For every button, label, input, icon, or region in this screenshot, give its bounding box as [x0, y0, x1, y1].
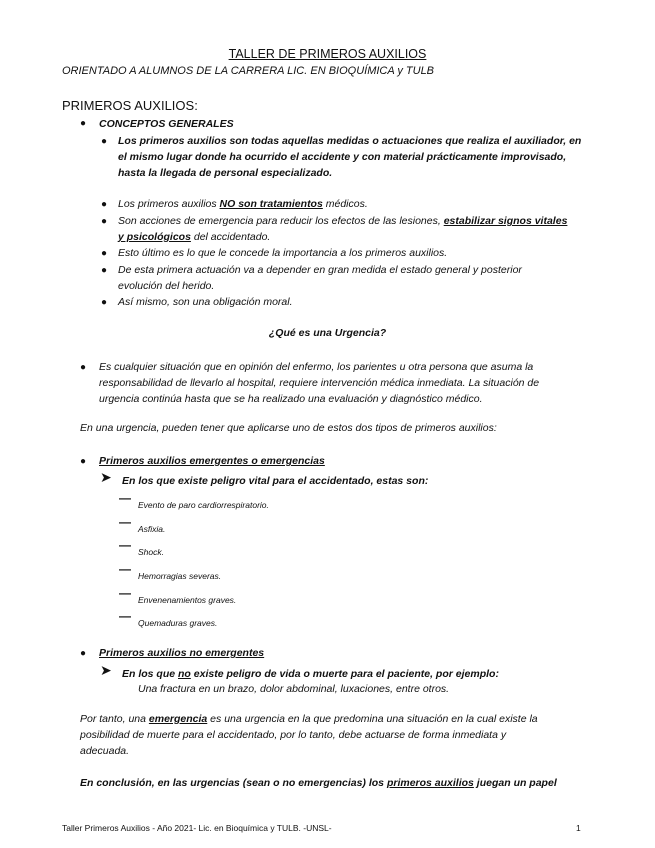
page-number: 1 [576, 823, 581, 833]
emergencia-item: Hemorragias severas. [138, 571, 222, 581]
arrow-icon: ➤ [100, 662, 112, 678]
emergentes-heading: Primeros auxilios emergentes o emergencias [99, 455, 325, 467]
dash-icon: — [119, 538, 131, 552]
dash-icon: — [119, 491, 131, 505]
document-subtitle: ORIENTADO A ALUMNOS DE LA CARRERA LIC. EN BIOQUÍMICA y TULB [62, 65, 435, 77]
bullet-icon: ● [101, 297, 108, 308]
conclusion-paragraph: Por tanto, una emergencia es una urgencia en la que predomina una situación en la cual existe la posibilidad de muerte para el accidentado, por lo tanto, debe actuarse de forma inmediata y adecuada. [80, 713, 538, 757]
concepto-item-3: Esto último es lo que le concede la importancia a los primeros auxilios. [118, 247, 448, 259]
concepto-item-1: Los primeros auxilios NO son tratamientos médicos. [118, 198, 368, 210]
dash-icon: — [119, 515, 131, 529]
concepto-item-2: Son acciones de emergencia para reducir los efectos de las lesiones, estabilizar signos vitales y psicológicos del accidentado. [118, 215, 568, 243]
conceptos-definition: Los primeros auxilios son todas aquellas medidas o actuaciones que realiza el auxiliador, en el mismo lugar donde ha ocurrido el accidente y con material prácticamente improvisado, hasta la llegada de personal especializado. [118, 135, 582, 179]
emergencia-item: Envenenamientos graves. [138, 595, 237, 605]
emergencia-item: Quemaduras graves. [138, 618, 218, 628]
emergencia-item: Shock. [138, 547, 164, 557]
bullet-icon: ● [101, 248, 108, 259]
concepto-item-5: Así mismo, son una obligación moral. [118, 296, 293, 308]
footer-text: Taller Primeros Auxilios - Año 2021- Lic. en Bioquímica y TULB. -UNSL- [62, 823, 332, 833]
urgencia-heading: ¿Qué es una Urgencia? [268, 327, 387, 339]
no-emergentes-sub: En los que no existe peligro de vida o muerte para el paciente, por ejemplo: [122, 668, 499, 680]
final-paragraph: En conclusión, en las urgencias (sean o no emergencias) los primeros auxilios juegan un papel [80, 777, 557, 789]
bullet-icon: ● [101, 199, 108, 210]
bullet-icon: ● [101, 265, 108, 276]
no-emergentes-heading: Primeros auxilios no emergentes [99, 647, 265, 659]
urgencia-definition: Es cualquier situación que en opinión del enfermo, los parientes u otra persona que asuma la responsabilidad de llevarlo al hospital, requiere intervención médica inmediata. La situación de urgencia continúa hasta que se ha realizado una evaluación y diagnóstico médico. [99, 361, 540, 405]
dash-icon: — [119, 562, 131, 576]
document-title: TALLER DE PRIMEROS AUXILIOS [228, 47, 427, 61]
bullet-icon: ● [80, 362, 87, 373]
emergentes-sub: En los que existe peligro vital para el accidentado, estas son: [122, 475, 429, 487]
arrow-icon: ➤ [100, 469, 112, 485]
concepto-item-4: De esta primera actuación va a depender en gran medida el estado general y posterior evolución del herido. [118, 264, 522, 292]
emergencia-item: Evento de paro cardiorrespiratorio. [138, 500, 269, 510]
emergencia-item: Asfixia. [138, 524, 166, 534]
dash-icon: — [119, 609, 131, 623]
dash-icon: — [119, 586, 131, 600]
conceptos-heading: CONCEPTOS GENERALES [99, 118, 234, 130]
bullet-icon: ● [80, 648, 87, 659]
no-emergentes-example: Una fractura en un brazo, dolor abdominal, luxaciones, entre otros. [138, 683, 450, 695]
bullet-icon: ● [80, 118, 87, 129]
bullet-icon: ● [101, 216, 108, 227]
bullet-icon: ● [80, 456, 87, 467]
section-heading: PRIMEROS AUXILIOS: [62, 98, 198, 113]
bullet-icon: ● [101, 136, 108, 147]
urgencia-intro: En una urgencia, pueden tener que aplicarse uno de estos dos tipos de primeros auxilios: [80, 422, 497, 434]
